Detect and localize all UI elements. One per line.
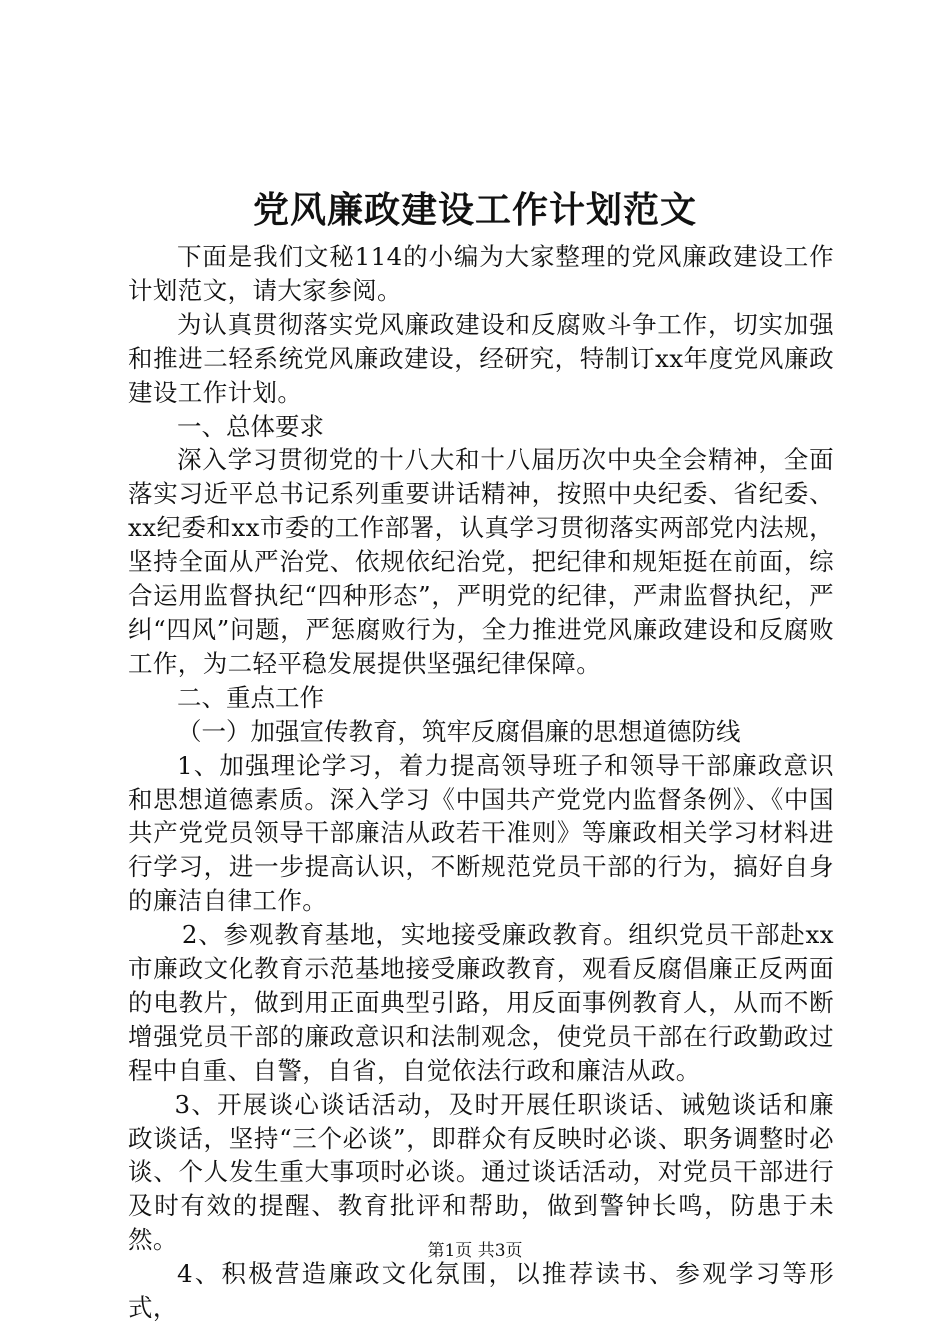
purpose-paragraph: 为认真贯彻落实党风廉政建设和反腐败斗争工作，切实加强和推进二轻系统党风廉政建设，经研究，特制订xx年度党风廉政建设工作计划。: [128, 309, 834, 407]
section-heading-key-work: 二、重点工作: [177, 682, 324, 712]
general-requirements-paragraph: 深入学习贯彻党的十八大和十八届历次中央全会精神，全面落实习近平总书记系列重要讲话精神，按照中央纪委、省纪委、xx纪委和xx市委的工作部署，认真学习贯彻落实两部党内法规，坚持全面从严治党、依规依纪治党，把纪律和规矩挺在前面，综合运用监督执纪“四种形态”，严明党的纪律，严肃监督执纪，严纠“四风”问题，严惩腐败行为，全力推进党风廉政建设和反腐败工作，为二轻平稳发展提供坚强纪律保障。: [128, 445, 834, 678]
item-4-paragraph: 4、积极营造廉政文化氛围，以推荐读书、参观学习等形式，: [128, 1259, 834, 1323]
subsection-heading-education: （一）加强宣传教育，筑牢反腐倡廉的思想道德防线: [177, 716, 741, 746]
document-title: 党风廉政建设工作计划范文: [252, 189, 697, 231]
page-number-footer: 第1页 共3页: [427, 1241, 523, 1261]
document-body: [128, 240, 834, 1325]
intro-paragraph: 下面是我们文秘114的小编为大家整理的党风廉政建设工作计划范文，请大家参阅。: [128, 242, 834, 305]
section-heading-general-requirements: 一、总体要求: [177, 411, 324, 441]
item-1-paragraph: 1、加强理论学习，着力提高领导班子和领导干部廉政意识和思想道德素质。深入学习《中国共产党党内监督条例》、《中国共产党党员领导干部廉洁从政若干准则》等廉政相关学习材料进行学习，进一步提高认识，不断规范党员干部的行为，搞好自身的廉洁自律工作。: [128, 750, 834, 916]
item-3-paragraph: 3、开展谈心谈话活动，及时开展任职谈话、诫勉谈话和廉政谈话，坚持“三个必谈”，即群众有反映时必谈、职务调整时必谈、个人发生重大事项时必谈。通过谈话活动，对党员干部进行及时有效的提醒、教育批评和帮助，做到警钟长鸣，防患于未然。: [128, 1089, 834, 1255]
item-2-paragraph: 2、参观教育基地，实地接受廉政教育。组织党员干部赴xx市廉政文化教育示范基地接受廉政教育，观看反腐倡廉正反两面的电教片，做到用正面典型引路，用反面事例教育人，从而不断增强党员干部的廉政意识和法制观念，使党员干部在行政勤政过程中自重、自警，自省，自觉依法行政和廉洁从政。: [128, 920, 834, 1085]
